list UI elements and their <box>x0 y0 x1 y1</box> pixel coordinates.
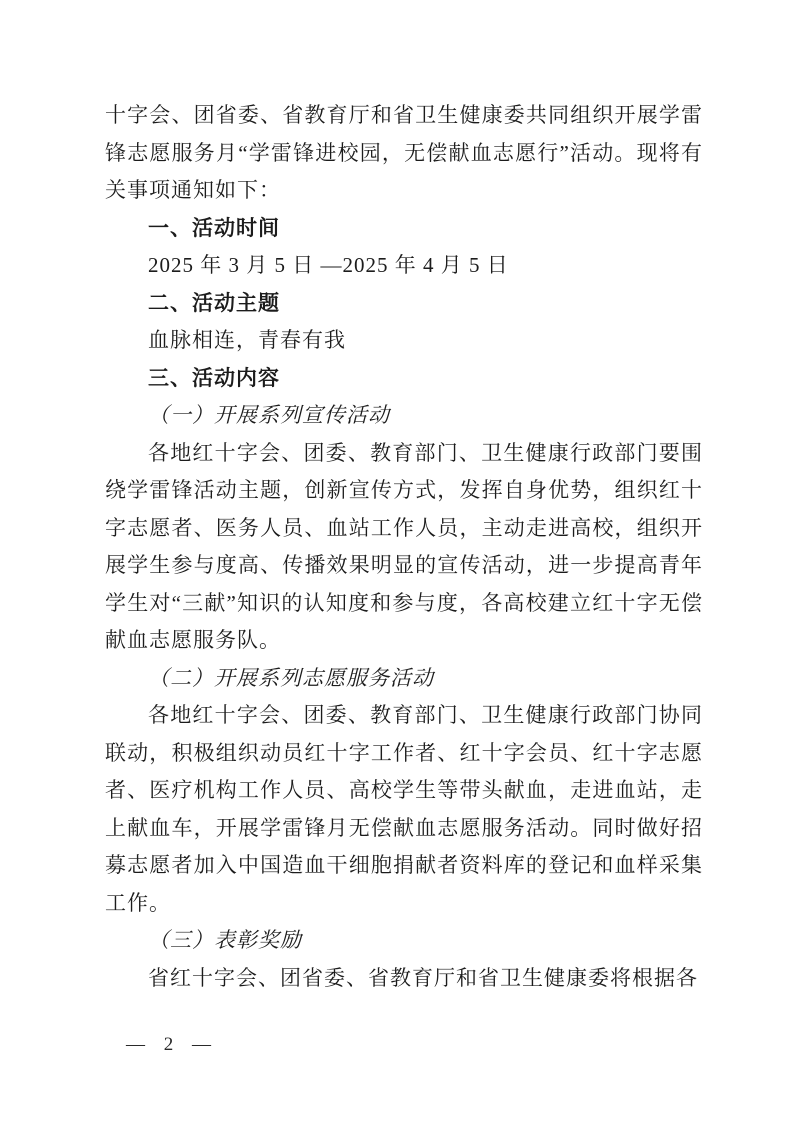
subsection-2-body: 各地红十字会、团委、教育部门、卫生健康行政部门协同联动，积极组织动员红十字工作者、红十字会员、红十字志愿者、医疗机构工作人员、高校学生等带头献血，走进血站，走上献血车，开展学雷锋月无偿献血志愿服务活动。同时做好招募志愿者加入中国造血干细胞捐献者资料库的登记和血样采集工作。 <box>105 703 703 915</box>
subsection-3-body: 省红十字会、团省委、省教育厅和省卫生健康委将根据各 <box>148 965 698 990</box>
section-2-heading: 二、活动主题 <box>148 291 280 315</box>
intro-paragraph: 十字会、团省委、省教育厅和省卫生健康委共同组织开展学雷锋志愿服务月“学雷锋进校园，无偿献血志愿行”活动。现将有关事项通知如下： <box>105 103 703 202</box>
section-2-body: 血脉相连，青春有我 <box>148 328 346 352</box>
section-3-heading: 三、活动内容 <box>148 366 280 390</box>
section-1-heading: 一、活动时间 <box>148 216 280 240</box>
section-1-body: 2025 年 3 月 5 日 —2025 年 4 月 5 日 <box>148 253 509 277</box>
subsection-2-heading: （二）开展系列志愿服务活动 <box>148 665 434 690</box>
subsection-1-heading: （一）开展系列宣传活动 <box>148 403 390 427</box>
document-body <box>105 97 703 997</box>
subsection-3-heading: （三）表彰奖励 <box>148 928 302 952</box>
subsection-1-body: 各地红十字会、团委、教育部门、卫生健康行政部门要围绕学雷锋活动主题，创新宣传方式，发挥自身优势，组织红十字志愿者、医务人员、血站工作人员，主动走进高校，组织开展学生参与度高、传播效果明显的宣传活动，进一步提高青年学生对“三献”知识的认知度和参与度，各高校建立红十字无偿献血志愿服务队。 <box>105 440 703 652</box>
page-number: — 2 — <box>126 1034 212 1055</box>
